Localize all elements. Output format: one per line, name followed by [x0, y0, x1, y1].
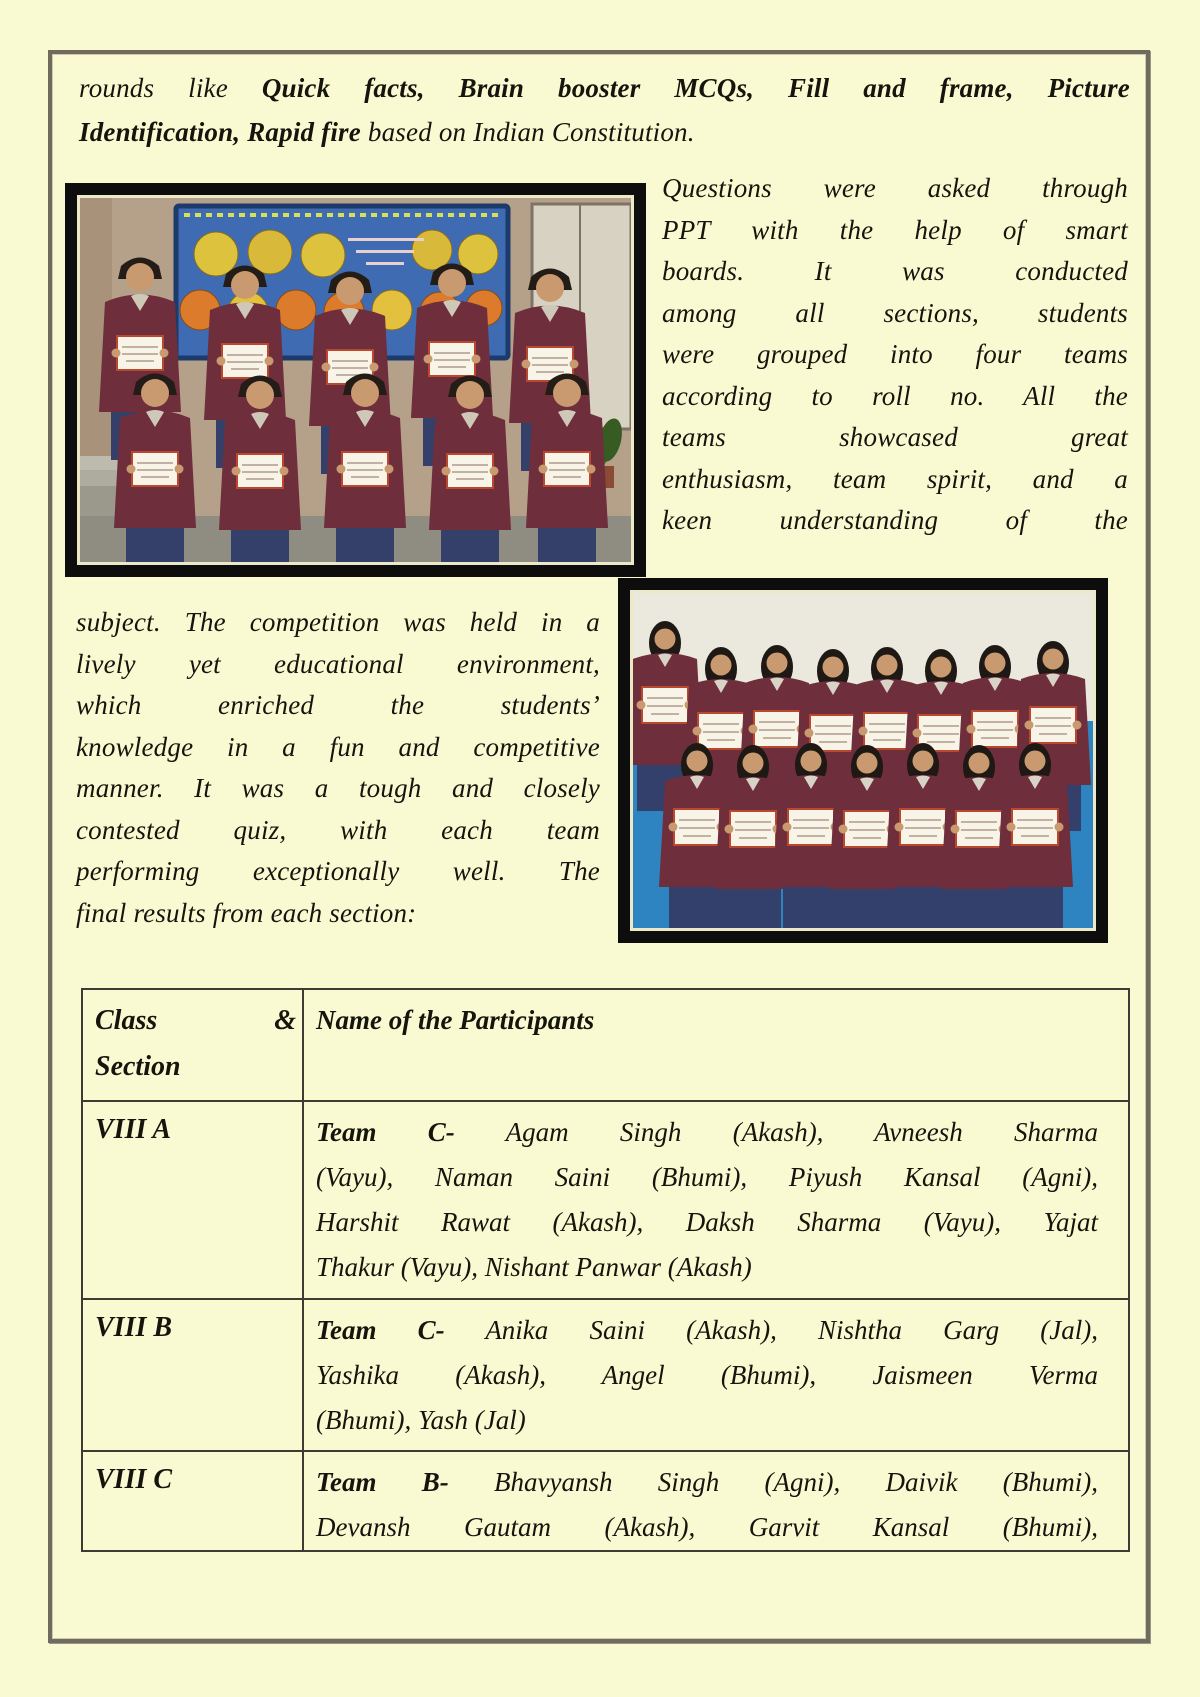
text-line: were grouped into four teams — [662, 339, 1128, 369]
text-line: (Vayu), Naman Saini (Bhumi), Piyush Kansal (Agni), — [316, 1162, 1098, 1192]
text-line: teams showcased great — [662, 422, 1128, 452]
text-line: keen understanding of the — [662, 505, 1128, 535]
intro-paragraph — [79, 66, 1130, 154]
column-header-class-section — [82, 989, 303, 1101]
participants-cell — [303, 1299, 1129, 1451]
text-line: Harshit Rawat (Akash), Daksh Sharma (Vayu), Yajat — [316, 1207, 1098, 1237]
header-section-line: Section — [95, 1051, 181, 1082]
text-line: manner. It was a tough and closely — [76, 773, 600, 803]
team-label: Team B- — [316, 1467, 449, 1497]
text-line: boards. It was conducted — [662, 256, 1128, 286]
column-header-participants: Name of the Participants — [303, 989, 1129, 1101]
results-table — [81, 988, 1130, 1552]
intro-normal-text: rounds like — [79, 73, 262, 103]
text-line: Team C- Agam Singh (Akash), Avneesh Sharma — [316, 1117, 1099, 1147]
page-frame — [48, 50, 1150, 1643]
table-row — [82, 1101, 1129, 1299]
photo-girls-scene — [633, 593, 1093, 928]
text-line: Devansh Gautam (Akash), Garvit Kansal (Bhumi), — [316, 1512, 1098, 1542]
text-line: which enriched the students’ — [76, 690, 600, 720]
text-line: knowledge in a fun and competitive — [76, 731, 600, 762]
paragraph-left-column — [76, 602, 600, 934]
photo-boys-scene — [80, 198, 631, 562]
text-line: Questions were asked through — [662, 173, 1128, 203]
section-cell: VIII B — [82, 1299, 303, 1451]
intro-bold-text: Quick facts, Brain booster MCQs, Fill and frame, Picture — [261, 73, 1130, 103]
photo-boys-certificates — [65, 183, 646, 577]
text-line — [79, 66, 1130, 110]
text-line: among all sections, students — [662, 297, 1128, 328]
text-line: enthusiasm, team spirit, and a — [662, 463, 1128, 494]
photo-girls-certificates — [618, 578, 1108, 943]
text-line: according to roll no. All the — [662, 380, 1128, 411]
text-line: contested quiz, with each team — [76, 814, 600, 845]
text-line: Team C- Anika Saini (Akash), Nishtha Garg (Jal), — [316, 1315, 1099, 1345]
team-label: Team C- — [316, 1315, 445, 1345]
text-line: (Bhumi), Yash (Jal) — [316, 1405, 526, 1435]
table-row — [82, 1299, 1129, 1451]
section-cell: VIII A — [82, 1101, 303, 1299]
header-class-line: Class & — [95, 1005, 296, 1036]
text-line: subject. The competition was held in a — [76, 607, 600, 637]
text-line: Thakur (Vayu), Nishant Panwar (Akash) — [316, 1252, 752, 1282]
text-line: lively yet educational environment, — [76, 648, 600, 679]
table-row — [82, 1451, 1129, 1551]
text-line: performing exceptionally well. The — [76, 856, 600, 886]
section-cell: VIII C — [82, 1451, 303, 1551]
text-line: final results from each section: — [76, 897, 417, 928]
intro-bold-text: Identification, Rapid fire — [79, 117, 361, 147]
text-line: Yashika (Akash), Angel (Bhumi), Jaismeen Verma — [316, 1360, 1098, 1390]
text-line: Team B- Bhavyansh Singh (Agni), Daivik (Bhumi), — [316, 1467, 1099, 1497]
participants-cell — [303, 1451, 1129, 1551]
paragraph-right-column — [662, 168, 1128, 542]
table-header-row — [82, 989, 1129, 1101]
team-label: Team C- — [316, 1117, 455, 1147]
participants-cell — [303, 1101, 1129, 1299]
text-line: PPT with the help of smart — [662, 214, 1128, 245]
intro-normal-text: based on Indian Constitution. — [360, 117, 695, 147]
text-line — [79, 110, 1130, 154]
